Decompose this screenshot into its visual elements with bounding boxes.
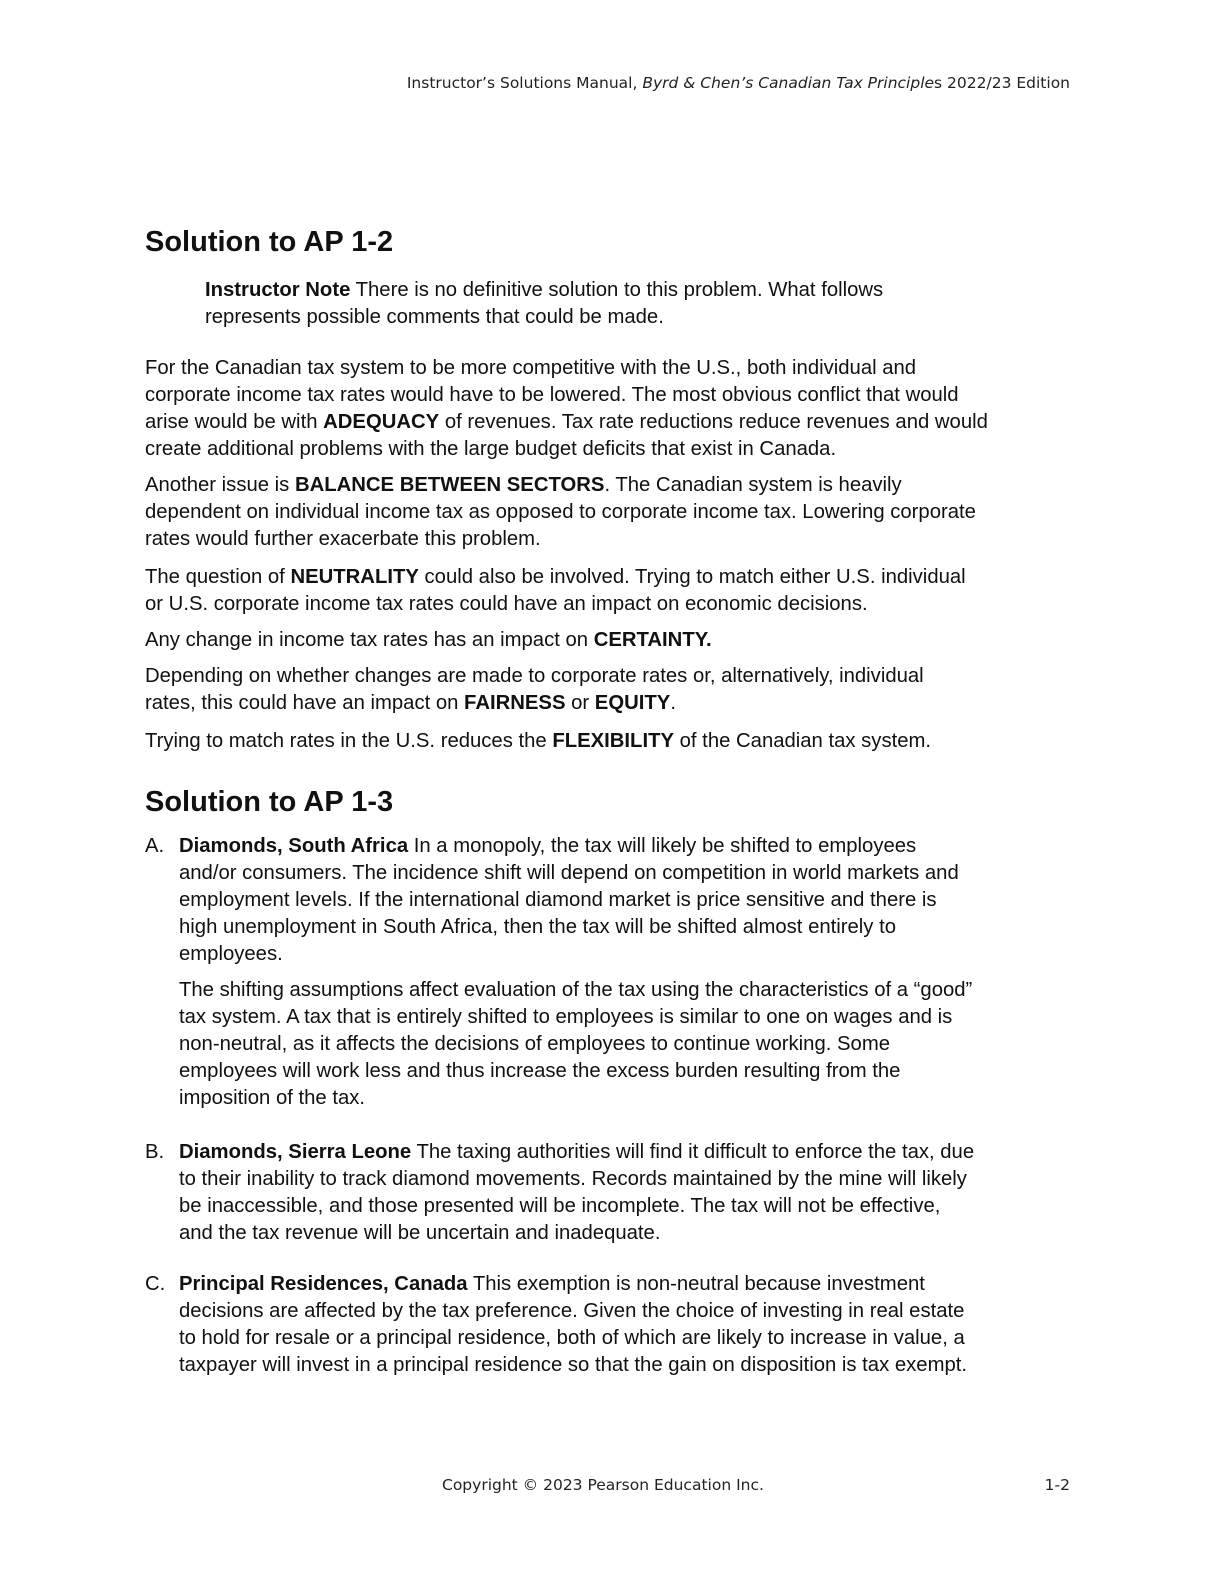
text-line <box>145 382 988 409</box>
text-run: to hold for resale or a principal residence, both of which are likely to increase in value, a <box>179 1327 965 1349</box>
text-run: or U.S. corporate income tax rates could have an impact on economic decisions. <box>145 593 868 615</box>
text-run: to their inability to track diamond movements. Records maintained by the mine will likely <box>179 1168 967 1190</box>
text-run: The shifting assumptions affect evaluation of the tax using the characteristics of a “good” <box>179 979 973 1001</box>
header-text: Instructor’s Solutions Manual, <box>406 74 643 92</box>
text-run: non-neutral, as it affects the decisions of employees to continue working. Some <box>179 1033 890 1055</box>
text-run: dependent on individual income tax as opposed to corporate income tax. Lowering corporate <box>145 501 976 523</box>
text-line <box>179 833 959 860</box>
bold-term: Instructor Note <box>205 279 351 301</box>
text-run: arise would be with <box>145 411 324 433</box>
text-run: and/or consumers. The incidence shift will depend on competition in world markets and <box>179 862 959 884</box>
text-line <box>145 499 976 526</box>
section-heading: Solution to AP 1-2 <box>145 226 394 258</box>
text-line <box>179 1298 967 1325</box>
list-label: B. <box>145 1141 165 1163</box>
text-line <box>205 277 883 304</box>
paragraph <box>145 472 976 553</box>
text-line <box>179 860 959 887</box>
text-run: Depending on whether changes are made to corporate rates or, alternatively, individual <box>145 665 924 687</box>
text-line <box>179 1220 974 1247</box>
text-line <box>145 564 966 591</box>
page-number: 1-2 <box>1044 1476 1070 1494</box>
text-run: represents possible comments that could be made. <box>205 306 664 328</box>
text-line <box>145 663 924 690</box>
text-run: rates would further exacerbate this problem. <box>145 528 541 550</box>
text-line <box>179 1058 972 1085</box>
footer-copyright: Copyright © 2023 Pearson Education Inc. <box>442 1476 764 1494</box>
bold-term: BALANCE BETWEEN SECTORS <box>294 474 605 496</box>
text-line <box>145 728 931 755</box>
list-item-text <box>179 1139 974 1247</box>
bold-term: Diamonds, South Africa <box>179 835 409 857</box>
instructor-note <box>205 277 883 331</box>
bold-term: CERTAINTY. <box>593 629 712 651</box>
text-line <box>145 409 988 436</box>
paragraph <box>145 728 931 755</box>
list-item-text <box>179 977 972 1112</box>
text-line <box>179 1193 974 1220</box>
text-run: imposition of the tax. <box>179 1087 366 1109</box>
bold-term: FAIRNESS <box>464 692 566 714</box>
text-run: decisions are affected by the tax preference. Given the choice of investing in real estate <box>179 1300 965 1322</box>
text-run: Another issue is <box>145 474 295 496</box>
text-run: be inaccessible, and those presented will be incomplete. The tax will not be effective, <box>179 1195 941 1217</box>
text-run: employees. <box>179 943 283 965</box>
text-line <box>179 1031 972 1058</box>
text-line <box>179 1139 974 1166</box>
text-line <box>145 627 712 654</box>
bold-term: Principal Residences, Canada <box>179 1273 468 1295</box>
text-line <box>145 591 966 618</box>
text-line <box>145 436 988 463</box>
running-header <box>407 74 1070 92</box>
text-line <box>179 914 959 941</box>
header-book-title: Byrd & Chen’s Canadian Tax Principle <box>642 74 935 92</box>
text-run: taxpayer will invest in a principal residence so that the gain on disposition is tax exempt. <box>179 1354 968 1376</box>
text-run: The taxing authorities will find it difficult to enforce the tax, due <box>411 1141 975 1163</box>
text-line <box>179 977 972 1004</box>
text-run: Trying to match rates in the U.S. reduces the <box>145 730 553 752</box>
text-run: . <box>670 692 676 714</box>
text-line <box>179 941 959 968</box>
bold-term: Diamonds, Sierra Leone <box>179 1141 412 1163</box>
text-run: corporate income tax rates would have to be lowered. The most obvious conflict that would <box>145 384 959 406</box>
bold-term: FLEXIBILITY <box>552 730 674 752</box>
text-run: rates, this could have an impact on <box>145 692 465 714</box>
text-line <box>145 472 976 499</box>
paragraph <box>145 627 712 654</box>
text-line <box>179 1166 974 1193</box>
paragraph <box>145 663 924 717</box>
text-run: . The Canadian system is heavily <box>604 474 902 496</box>
list-label: A. <box>145 835 165 857</box>
bold-term: EQUITY <box>594 692 671 714</box>
text-run: could also be involved. Trying to match either U.S. individual <box>418 566 966 588</box>
text-line <box>179 1004 972 1031</box>
text-line <box>179 1352 967 1379</box>
text-line <box>145 526 976 553</box>
text-run: tax system. A tax that is entirely shifted to employees is similar to one on wages and is <box>179 1006 953 1028</box>
bold-term: ADEQUACY <box>323 411 440 433</box>
paragraph <box>145 564 966 618</box>
text-run: This exemption is non-neutral because investment <box>467 1273 925 1295</box>
list-label: C. <box>145 1273 166 1295</box>
text-run: create additional problems with the large budget deficits that exist in Canada. <box>145 438 837 460</box>
section-heading: Solution to AP 1-3 <box>145 786 394 818</box>
text-line <box>205 304 883 331</box>
text-line <box>179 1271 967 1298</box>
bold-term: NEUTRALITY <box>290 566 419 588</box>
text-line <box>179 1085 972 1112</box>
text-line <box>145 355 988 382</box>
text-run: of the Canadian tax system. <box>674 730 932 752</box>
text-run: and the tax revenue will be uncertain and inadequate. <box>179 1222 661 1244</box>
text-line <box>179 887 959 914</box>
text-run: employment levels. If the international diamond market is price sensitive and there is <box>179 889 937 911</box>
paragraph <box>145 355 988 463</box>
text-run: high unemployment in South Africa, then the tax will be shifted almost entirely to <box>179 916 896 938</box>
text-run: of revenues. Tax rate reductions reduce revenues and would <box>439 411 988 433</box>
text-line <box>145 690 924 717</box>
header-edition: s 2022/23 Edition <box>934 74 1070 92</box>
list-item-text <box>179 833 959 968</box>
text-run: In a monopoly, the tax will likely be shifted to employees <box>408 835 917 857</box>
text-run: For the Canadian tax system to be more competitive with the U.S., both individual and <box>145 357 917 379</box>
text-run: or <box>565 692 595 714</box>
text-run: The question of <box>145 566 291 588</box>
list-item-text <box>179 1271 967 1379</box>
text-run: Any change in income tax rates has an impact on <box>145 629 594 651</box>
text-run: There is no definitive solution to this problem. What follows <box>350 279 884 301</box>
text-run: employees will work less and thus increase the excess burden resulting from the <box>179 1060 901 1082</box>
text-line <box>179 1325 967 1352</box>
